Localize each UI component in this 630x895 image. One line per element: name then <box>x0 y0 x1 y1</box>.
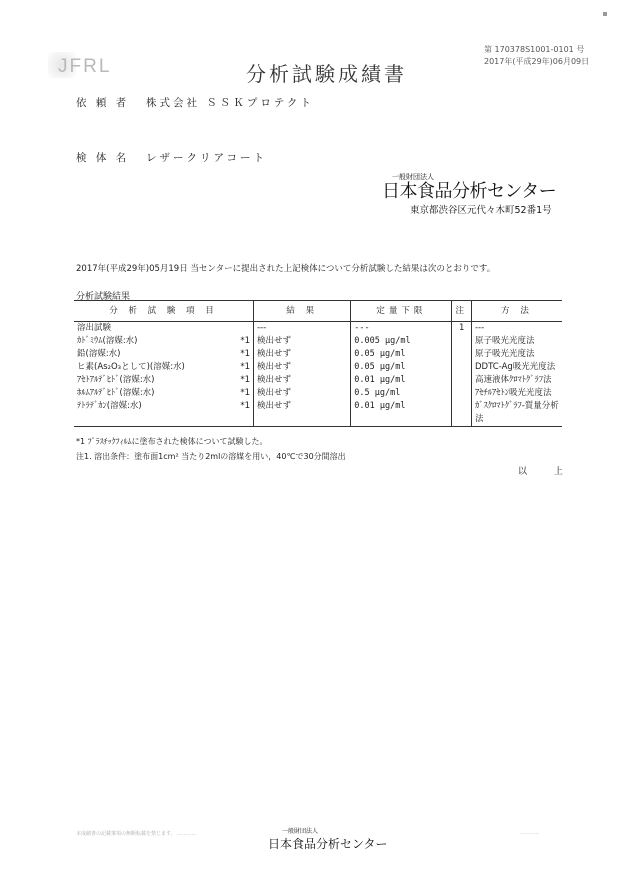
section-title: 分析試験結果 <box>76 292 131 302</box>
cell-mark: *1 <box>240 362 250 372</box>
cell-note <box>452 361 472 374</box>
statement-text: 2017年(平成29年)05月19日 当センターに提出された上記検体について分析試験した結果は次のとおりです。 <box>76 264 496 274</box>
cell-mark: *1 <box>240 375 250 385</box>
cell-method: 原子吸光光度法 <box>471 348 562 361</box>
jfrl-logo: JFRL <box>58 56 112 77</box>
cell-note <box>452 348 472 361</box>
footer-notice: 本成績書の記載事項の無断転載を禁じます。 ............ <box>76 831 197 837</box>
cell-method: 原子吸光光度法 <box>471 335 562 348</box>
cell-item: ヒ素(As₂O₃として)(溶媒:水) <box>77 362 185 372</box>
cell-item: 鉛(溶媒:水) <box>77 349 121 359</box>
cell-note: 1 <box>452 322 472 336</box>
cell-result <box>253 413 350 427</box>
cell-limit: 0.5 μg/ml <box>351 387 452 400</box>
issuer-type: 一般財団法人 <box>392 173 434 181</box>
cell-limit: 0.01 μg/ml <box>351 400 452 413</box>
table-row <box>74 413 562 427</box>
cell-note <box>452 387 472 400</box>
footnote-2: 注1. 溶出条件：塗布面1cm² 当たり2mlの溶媒を用い，40℃で30分間溶出 <box>76 452 346 461</box>
header-item: 分 析 試 験 項 目 <box>74 301 253 322</box>
cell-item <box>74 413 233 427</box>
document-date: 2017年(平成29年)06月09日 <box>484 57 590 66</box>
table-row <box>74 348 562 361</box>
cell-limit: --- <box>351 322 452 336</box>
issuer-block <box>382 172 562 216</box>
cell-item: ｱｾﾄｱﾙﾃﾞﾋﾄﾞ(溶媒:水) <box>77 375 155 385</box>
cell-mark: *1 <box>240 336 250 346</box>
table-row <box>74 322 562 336</box>
end-mark: 以 上 <box>518 467 575 477</box>
cell-result: 検出せず <box>253 374 350 387</box>
cell-result: --- <box>253 322 350 336</box>
page-title: 分析試験成績書 <box>246 62 407 86</box>
cell-mark <box>233 322 253 336</box>
cell-method: 法 <box>471 413 562 427</box>
cell-item: 溶出試験 <box>77 323 112 333</box>
cell-note <box>452 374 472 387</box>
table-row <box>74 387 562 400</box>
cell-item: ﾃﾄﾗﾃﾞｶﾝ(溶媒:水) <box>77 401 142 411</box>
client-value: 株式会社 ＳＳＫプロテクト <box>146 97 314 109</box>
cell-result: 検出せず <box>253 335 350 348</box>
cell-result: 検出せず <box>253 387 350 400</box>
cell-method: DDTC-Ag吸光光度法 <box>471 361 562 374</box>
footer-org-type: 一般財団法人 <box>282 828 319 835</box>
cell-mark: *1 <box>240 401 250 411</box>
cell-limit: 0.01 μg/ml <box>351 374 452 387</box>
cell-result: 検出せず <box>253 348 350 361</box>
cell-note <box>452 335 472 348</box>
table-row <box>74 335 562 348</box>
cell-limit: 0.005 μg/ml <box>351 335 452 348</box>
cell-method: ｶﾞｽｸﾛﾏﾄｸﾞﾗﾌ-質量分析 <box>471 400 562 413</box>
cell-method: 高速液体ｸﾛﾏﾄｸﾞﾗﾌ法 <box>471 374 562 387</box>
cell-result: 検出せず <box>253 400 350 413</box>
cell-method: ｱｾﾁﾙｱｾﾄﾝ吸光光度法 <box>471 387 562 400</box>
scan-speck <box>603 12 607 16</box>
issuer-address: 東京都渋谷区元代々木町52番1号 <box>410 205 552 216</box>
results-table <box>74 300 562 427</box>
cell-mark: *1 <box>240 349 250 359</box>
header-result: 結 果 <box>253 301 350 322</box>
cell-limit <box>351 413 452 427</box>
footer-code: ............ <box>520 830 540 836</box>
table-row <box>74 374 562 387</box>
header-method: 方 法 <box>471 301 562 322</box>
cell-method: --- <box>471 322 562 336</box>
cell-limit: 0.05 μg/ml <box>351 361 452 374</box>
cell-item: ｶﾄﾞﾐｳﾑ(溶媒:水) <box>77 336 138 346</box>
header-limit: 定量下限 <box>351 301 452 322</box>
header-note: 注 <box>452 301 472 322</box>
sample-value: レザークリアコート <box>146 152 267 164</box>
cell-item: ﾎﾙﾑｱﾙﾃﾞﾋﾄﾞ(溶媒:水) <box>77 388 155 398</box>
table-row <box>74 361 562 374</box>
footer-logo <box>268 826 388 852</box>
table-header-row <box>74 301 562 322</box>
cell-result: 検出せず <box>253 361 350 374</box>
cell-mark: *1 <box>240 388 250 398</box>
footer-org-name: 日本食品分析センター <box>268 837 388 851</box>
table-row <box>74 400 562 413</box>
document-number: 第 170378S1001-0101 号 <box>484 45 585 54</box>
cell-note <box>452 400 472 413</box>
cell-limit: 0.05 μg/ml <box>351 348 452 361</box>
cell-note <box>452 413 472 427</box>
issuer-name: 日本食品分析センター <box>382 181 557 202</box>
client-label: 依 頼 者 <box>76 97 130 109</box>
sample-label: 検 体 名 <box>76 152 130 164</box>
footnote-1: *1 ﾌﾟﾗｽﾁｯｸﾌｨﾙﾑに塗布された検体について試験した。 <box>76 437 268 446</box>
document-info <box>484 44 589 68</box>
cell-mark <box>233 413 253 427</box>
